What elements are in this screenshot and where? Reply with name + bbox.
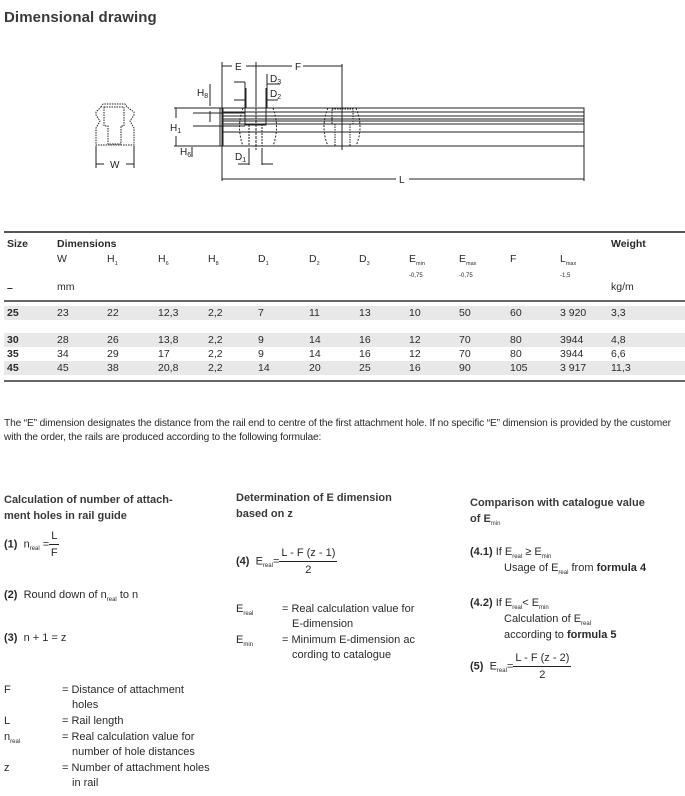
column-tolerance: -0,75 — [459, 273, 473, 279]
cell-value: 34 — [57, 348, 69, 360]
cell-value: 16 — [359, 334, 371, 346]
column-header: F — [510, 253, 517, 265]
label-e: E — [235, 62, 242, 73]
cell-value: 3 920 — [560, 307, 587, 319]
cell-value: 22 — [107, 307, 119, 319]
formula-2: (2) Round down of $n_{real}$ to n — [4, 589, 139, 603]
table-bottom-rule — [4, 380, 685, 382]
column-tolerance: -0,75 — [409, 273, 423, 279]
cell-size: 35 — [7, 348, 19, 360]
cell-value: 11 — [309, 307, 320, 319]
header-dimensions: Dimensions — [57, 238, 117, 250]
table-row — [4, 361, 685, 375]
cell-value: 16 — [409, 362, 421, 374]
heading-catalogue-comparison: Comparison with catalogue value of $E_{min}$ — [470, 497, 645, 527]
cell-value: 2,2 — [208, 334, 223, 346]
cell-weight: 6,6 — [611, 348, 626, 360]
cell-weight: 11,3 — [611, 362, 631, 374]
column-header: $H_1$ — [107, 253, 118, 267]
heading-hole-calculation: Calculation of number of attach- ment holes in rail guide — [4, 494, 173, 522]
cell-value: 12,3 — [158, 307, 179, 319]
header-weight: Weight — [611, 238, 646, 250]
cell-value: 20,8 — [158, 362, 179, 374]
cell-value: 13,8 — [158, 334, 179, 346]
label-h6: $H_6$ — [180, 147, 192, 159]
unit-dash: – — [7, 282, 13, 294]
column-header: $D_2$ — [309, 253, 320, 267]
column-header: $D_1$ — [258, 253, 269, 267]
cell-value: 70 — [459, 348, 471, 360]
cell-value: 14 — [258, 362, 270, 374]
page-title: Dimensional drawing — [4, 9, 157, 26]
cell-value: 25 — [359, 362, 371, 374]
label-w: W — [110, 160, 120, 171]
cell-value: 9 — [258, 348, 264, 360]
table-row — [4, 347, 685, 361]
heading-e-determination: Determination of E dimension based on z — [236, 492, 392, 520]
label-d1: $D_1$ — [235, 152, 247, 164]
cell-value: 2,2 — [208, 348, 223, 360]
cell-value: 60 — [510, 307, 522, 319]
formula-1: (1) $n_{real}$ = $\frac{L}{F}$ — [4, 530, 58, 559]
cell-value: 50 — [459, 307, 471, 319]
cell-value: 80 — [510, 348, 522, 360]
cell-value: 12 — [409, 334, 421, 346]
cell-value: 70 — [459, 334, 471, 346]
cell-value: 28 — [57, 334, 69, 346]
cell-value: 13 — [359, 307, 371, 319]
column-header: W — [57, 253, 67, 265]
column-header: $L_{max}$ — [560, 253, 577, 267]
table-row — [4, 333, 685, 347]
cell-value: 9 — [258, 334, 264, 346]
cell-value: 3944 — [560, 334, 584, 346]
cell-value: 14 — [309, 348, 321, 360]
column-header: $H_8$ — [208, 253, 219, 267]
cell-value: 10 — [409, 307, 421, 319]
unit-weight: kg/m — [611, 281, 634, 293]
cell-size: 25 — [7, 307, 19, 319]
cell-size: 45 — [7, 362, 19, 374]
table-header-rule — [4, 300, 685, 302]
cell-value: 16 — [359, 348, 371, 360]
cell-value: 29 — [107, 348, 119, 360]
unit-mm: mm — [57, 281, 75, 293]
formula-5: (5) $E_{real}=$ $\frac{L - F (z - 2)}{2}$ — [470, 652, 570, 681]
header-size: Size — [7, 238, 29, 250]
cell-value: 38 — [107, 362, 119, 374]
label-l: L — [399, 175, 405, 186]
cell-value: 20 — [309, 362, 321, 374]
table-top-rule — [4, 231, 685, 233]
e-dimension-note: The “E” dimension designates the distance from the rail end to centre of the first attachment hole. If no specific “E” dimension is provided by the customer with the order, the rails are produced according to the following formulae: — [4, 418, 671, 443]
cell-weight: 3,3 — [611, 307, 626, 319]
condition-4-1: (4.1) If $E_{real} \ge E_{min}$ Usage of $E_{real}$ from formula 4 — [470, 546, 647, 576]
cell-value: 7 — [258, 307, 264, 319]
cell-value: 3944 — [560, 348, 584, 360]
column-tolerance: -1,5 — [560, 273, 571, 279]
label-h1: $H_1$ — [170, 123, 182, 135]
cell-value: 17 — [158, 348, 170, 360]
cell-size: 30 — [7, 334, 19, 346]
dimensional-drawing — [0, 40, 685, 190]
table-row — [4, 306, 685, 320]
cell-value: 12 — [409, 348, 421, 360]
cell-value: 45 — [57, 362, 69, 374]
label-d3: $D_3$ — [270, 74, 282, 86]
cell-value: 2,2 — [208, 307, 223, 319]
cell-value: 26 — [107, 334, 119, 346]
cell-value: 23 — [57, 307, 69, 319]
cell-value: 14 — [309, 334, 321, 346]
cell-value: 105 — [510, 362, 528, 374]
cell-value: 2,2 — [208, 362, 223, 374]
rail-profile-icon — [96, 104, 134, 168]
column-header: $H_6$ — [158, 253, 169, 267]
label-h8: $H_8$ — [197, 88, 209, 100]
column-header: $E_{min}$ — [409, 253, 425, 267]
column-header: $D_3$ — [359, 253, 370, 267]
column-header: $E_{max}$ — [459, 253, 477, 267]
formula-4: (4) $E_{real}=$ $\frac{L - F (z - 1)}{2}$ — [236, 547, 336, 576]
condition-4-2: (4.2) If $E_{real}< E_{min}$ Calculation of $E_{real}$ according to formula 5 — [470, 597, 617, 641]
cell-value: 3 917 — [560, 362, 587, 374]
cell-value: 90 — [459, 362, 471, 374]
cell-weight: 4,8 — [611, 334, 626, 346]
label-f: F — [295, 62, 302, 73]
cell-value: 80 — [510, 334, 522, 346]
label-d2: $D_2$ — [270, 89, 282, 101]
formula-3: (3) n + 1 = z — [4, 632, 67, 644]
